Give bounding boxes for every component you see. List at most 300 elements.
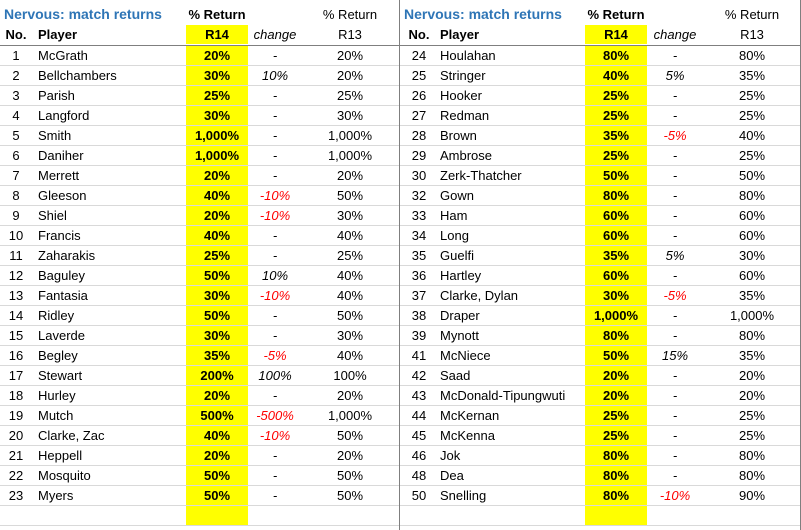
player-name xyxy=(38,506,188,525)
player-name: Snelling xyxy=(440,488,487,503)
table-row xyxy=(400,86,800,106)
return-change: - xyxy=(672,188,678,203)
return-r14: 35% xyxy=(186,346,248,365)
player-name: Redman xyxy=(440,108,490,123)
return-r14: 40% xyxy=(186,186,248,205)
player-name: Ham xyxy=(440,208,468,223)
return-change: -10% xyxy=(259,428,291,443)
row-number: 10 xyxy=(8,228,24,243)
row-number: 4 xyxy=(12,108,20,123)
return-r13: 20% xyxy=(738,388,766,403)
table-row xyxy=(0,246,399,266)
row-number: 45 xyxy=(411,428,427,443)
header-r14: R14 xyxy=(585,25,647,44)
return-r14: 25% xyxy=(585,146,647,165)
player-name: Fantasia xyxy=(38,288,88,303)
return-r14: 30% xyxy=(186,106,248,125)
header-row xyxy=(400,25,800,46)
player-name: McKernan xyxy=(440,408,500,423)
table-row xyxy=(400,386,800,406)
return-change: 10% xyxy=(261,68,289,83)
row-number: 29 xyxy=(411,148,427,163)
player-name: Jok xyxy=(440,448,461,463)
player-name: Guelfi xyxy=(440,248,474,263)
header-r14-top: % Return xyxy=(188,7,246,22)
return-change: - xyxy=(672,48,678,63)
row-number: 20 xyxy=(8,428,24,443)
return-change: - xyxy=(672,388,678,403)
header-no: No. xyxy=(408,27,430,42)
return-r14: 50% xyxy=(585,166,647,185)
return-change: 15% xyxy=(661,348,689,363)
return-change: -10% xyxy=(259,208,291,223)
return-r14: 50% xyxy=(186,466,248,485)
return-r14: 25% xyxy=(585,86,647,105)
table-row xyxy=(400,506,800,526)
row-number: 34 xyxy=(411,228,427,243)
table-row xyxy=(400,166,800,186)
row-number: 50 xyxy=(411,488,427,503)
return-r14: 20% xyxy=(186,46,248,65)
player-name: Parish xyxy=(38,88,75,103)
return-r14: 1,000% xyxy=(585,306,647,325)
return-change: - xyxy=(272,328,278,343)
return-change: 5% xyxy=(665,248,685,263)
table-row xyxy=(400,46,800,66)
return-r14: 20% xyxy=(585,386,647,405)
return-change: -5% xyxy=(263,348,287,363)
return-r13: 20% xyxy=(336,168,364,183)
table-row xyxy=(0,126,399,146)
row-number: 5 xyxy=(12,128,20,143)
return-r13: 1,000% xyxy=(327,148,373,163)
return-r13: 20% xyxy=(738,368,766,383)
header-r14: R14 xyxy=(186,25,248,44)
table-row xyxy=(0,486,399,506)
return-change: -10% xyxy=(259,188,291,203)
return-r13: 50% xyxy=(336,308,364,323)
return-change: - xyxy=(272,48,278,63)
return-r13: 25% xyxy=(336,248,364,263)
table-row xyxy=(400,146,800,166)
row-number: 30 xyxy=(411,168,427,183)
player-name: McKenna xyxy=(440,428,495,443)
row-number: 15 xyxy=(8,328,24,343)
player-name: Smith xyxy=(38,128,72,143)
player-name: Bellchambers xyxy=(38,68,117,83)
table-row xyxy=(400,306,800,326)
table-row xyxy=(400,326,800,346)
header-player: Player xyxy=(38,27,78,42)
return-change: - xyxy=(272,468,278,483)
table-row xyxy=(400,466,800,486)
return-r13: 50% xyxy=(336,488,364,503)
return-r13: 1,000% xyxy=(327,408,373,423)
header-r13: R13 xyxy=(740,27,764,42)
return-change: - xyxy=(672,328,678,343)
table-row xyxy=(400,486,800,506)
return-r14: 1,000% xyxy=(186,146,248,165)
table-row xyxy=(0,286,399,306)
player-name: Long xyxy=(440,228,469,243)
table-row xyxy=(0,166,399,186)
return-r13: 35% xyxy=(738,348,766,363)
return-change: - xyxy=(672,108,678,123)
return-r14: 25% xyxy=(186,86,248,105)
return-r14: 30% xyxy=(186,326,248,345)
player-name: Houlahan xyxy=(440,48,496,63)
player-name: McDonald-Tipungwuti xyxy=(440,388,566,403)
return-r13: 25% xyxy=(738,148,766,163)
row-number: 32 xyxy=(411,188,427,203)
row-number: 2 xyxy=(12,68,20,83)
table-row xyxy=(400,366,800,386)
player-name: Draper xyxy=(440,308,480,323)
header-change: change xyxy=(253,27,297,42)
return-r13: 40% xyxy=(336,228,364,243)
header-no: No. xyxy=(5,27,27,42)
return-r13: 30% xyxy=(738,248,766,263)
player-name xyxy=(440,506,588,525)
table-row xyxy=(0,266,399,286)
row-number: 13 xyxy=(8,288,24,303)
return-r13: 30% xyxy=(336,328,364,343)
return-r14: 50% xyxy=(585,346,647,365)
return-change: 5% xyxy=(665,68,685,83)
return-r13 xyxy=(302,506,398,525)
table-row xyxy=(400,246,800,266)
player-name: Mynott xyxy=(440,328,480,343)
player-name: Myers xyxy=(38,488,74,503)
return-r14: 60% xyxy=(585,266,647,285)
row-number: 25 xyxy=(411,68,427,83)
row-number: 44 xyxy=(411,408,427,423)
player-name: Langford xyxy=(38,108,90,123)
row-number xyxy=(400,506,438,525)
return-r13: 80% xyxy=(738,468,766,483)
return-r14: 30% xyxy=(585,286,647,305)
return-r13: 25% xyxy=(738,88,766,103)
player-name: Heppell xyxy=(38,448,83,463)
return-change: -10% xyxy=(659,488,691,503)
table-row xyxy=(400,226,800,246)
player-name: Mutch xyxy=(38,408,74,423)
header-r13-top: % Return xyxy=(322,7,378,22)
table-row xyxy=(0,206,399,226)
return-change: 100% xyxy=(258,368,292,383)
return-r13: 20% xyxy=(336,48,364,63)
return-r14: 40% xyxy=(585,66,647,85)
player-name: McGrath xyxy=(38,48,88,63)
table-row xyxy=(400,266,800,286)
return-change: - xyxy=(272,248,278,263)
table-row xyxy=(400,106,800,126)
player-name: Baguley xyxy=(38,268,85,283)
row-number: 35 xyxy=(411,248,427,263)
header-row xyxy=(0,25,399,46)
return-r13: 50% xyxy=(336,428,364,443)
player-name: Daniher xyxy=(38,148,84,163)
return-r13: 25% xyxy=(738,428,766,443)
table-row xyxy=(0,66,399,86)
return-change: - xyxy=(272,88,278,103)
table-row xyxy=(0,386,399,406)
table-row xyxy=(0,466,399,486)
return-r13: 40% xyxy=(336,348,364,363)
table-row xyxy=(400,286,800,306)
return-change: - xyxy=(672,448,678,463)
return-r14: 50% xyxy=(186,486,248,505)
return-r13: 20% xyxy=(336,448,364,463)
row-number: 17 xyxy=(8,368,24,383)
return-r13: 25% xyxy=(738,108,766,123)
table-row xyxy=(0,146,399,166)
return-r13: 40% xyxy=(336,288,364,303)
table-row xyxy=(400,126,800,146)
return-r14: 20% xyxy=(186,386,248,405)
row-number: 28 xyxy=(411,128,427,143)
return-change: -10% xyxy=(259,288,291,303)
player-name: Ridley xyxy=(38,308,75,323)
player-name: Saad xyxy=(440,368,471,383)
return-change: - xyxy=(672,368,678,383)
header-r14-top: % Return xyxy=(587,7,645,22)
return-r13: 1,000% xyxy=(327,128,373,143)
return-change: - xyxy=(272,128,278,143)
return-r13: 50% xyxy=(336,188,364,203)
player-name: Zaharakis xyxy=(38,248,96,263)
return-change: - xyxy=(272,448,278,463)
return-r13: 25% xyxy=(336,88,364,103)
return-r13: 60% xyxy=(738,268,766,283)
return-r14: 80% xyxy=(585,186,647,205)
row-number: 8 xyxy=(12,188,20,203)
return-change: - xyxy=(672,268,678,283)
row-number: 46 xyxy=(411,448,427,463)
row-number: 43 xyxy=(411,388,427,403)
row-number: 24 xyxy=(411,48,427,63)
return-change: - xyxy=(672,408,678,423)
table-row xyxy=(400,426,800,446)
return-change: - xyxy=(272,108,278,123)
return-r14: 80% xyxy=(585,466,647,485)
return-r14: 500% xyxy=(186,406,248,425)
return-r14: 30% xyxy=(186,286,248,305)
table-row xyxy=(400,206,800,226)
return-r14: 35% xyxy=(585,126,647,145)
table-title: Nervous: match returns xyxy=(404,6,562,22)
player-name: Francis xyxy=(38,228,81,243)
return-change: 10% xyxy=(261,268,289,283)
row-number xyxy=(0,506,32,525)
player-name: Brown xyxy=(440,128,477,143)
player-name: Zerk-Thatcher xyxy=(440,168,522,183)
player-name: Hartley xyxy=(440,268,482,283)
player-name: Shiel xyxy=(38,208,67,223)
return-r14: 1,000% xyxy=(186,126,248,145)
return-r13: 20% xyxy=(336,68,364,83)
return-r13: 60% xyxy=(738,228,766,243)
player-name: Clarke, Dylan xyxy=(440,288,519,303)
header-row-top xyxy=(400,5,800,25)
table-row xyxy=(0,106,399,126)
return-r13: 50% xyxy=(336,468,364,483)
return-r14: 20% xyxy=(186,166,248,185)
player-name: Stringer xyxy=(440,68,486,83)
return-r14 xyxy=(585,506,647,525)
return-change: - xyxy=(672,428,678,443)
return-change: - xyxy=(272,488,278,503)
table-row xyxy=(0,186,399,206)
return-r13: 80% xyxy=(738,188,766,203)
row-number: 9 xyxy=(12,208,20,223)
row-number: 26 xyxy=(411,88,427,103)
return-change: -5% xyxy=(663,128,687,143)
return-change: - xyxy=(272,308,278,323)
return-r14: 40% xyxy=(186,226,248,245)
header-change: change xyxy=(653,27,697,42)
header-player: Player xyxy=(440,27,480,42)
return-r14: 80% xyxy=(585,446,647,465)
row-number: 12 xyxy=(8,268,24,283)
return-change: - xyxy=(272,388,278,403)
return-r14: 20% xyxy=(186,446,248,465)
player-name: Gleeson xyxy=(38,188,87,203)
row-number: 14 xyxy=(8,308,24,323)
row-number: 33 xyxy=(411,208,427,223)
return-r13: 50% xyxy=(738,168,766,183)
table-row xyxy=(400,346,800,366)
return-change: - xyxy=(672,148,678,163)
table-row xyxy=(400,446,800,466)
return-r14: 20% xyxy=(585,366,647,385)
table-row xyxy=(0,226,399,246)
return-r14: 80% xyxy=(585,46,647,65)
return-r14: 35% xyxy=(585,246,647,265)
return-r13: 30% xyxy=(336,208,364,223)
table-title: Nervous: match returns xyxy=(4,6,162,22)
return-r14: 40% xyxy=(186,426,248,445)
table-row xyxy=(0,46,399,66)
row-number: 37 xyxy=(411,288,427,303)
row-number: 6 xyxy=(12,148,20,163)
return-r14: 50% xyxy=(186,306,248,325)
return-r14: 60% xyxy=(585,226,647,245)
return-r13: 40% xyxy=(336,268,364,283)
row-number: 36 xyxy=(411,268,427,283)
return-change: - xyxy=(272,168,278,183)
return-change: - xyxy=(672,228,678,243)
return-r13: 80% xyxy=(738,448,766,463)
row-number: 41 xyxy=(411,348,427,363)
table-row xyxy=(0,326,399,346)
return-r13: 1,000% xyxy=(729,308,775,323)
return-r14: 25% xyxy=(186,246,248,265)
return-r13: 25% xyxy=(738,408,766,423)
row-number: 42 xyxy=(411,368,427,383)
return-r14: 80% xyxy=(585,486,647,505)
player-name: Mosquito xyxy=(38,468,91,483)
header-r13-top: % Return xyxy=(724,7,780,22)
return-r13: 35% xyxy=(738,288,766,303)
row-number: 39 xyxy=(411,328,427,343)
player-name: Laverde xyxy=(38,328,85,343)
return-r13: 35% xyxy=(738,68,766,83)
return-r14: 25% xyxy=(585,106,647,125)
table-row xyxy=(400,186,800,206)
player-name: Gown xyxy=(440,188,474,203)
return-r14 xyxy=(186,506,248,525)
header-r13: R13 xyxy=(338,27,362,42)
return-r14: 80% xyxy=(585,326,647,345)
player-name: Begley xyxy=(38,348,78,363)
return-r14: 20% xyxy=(186,206,248,225)
table-row xyxy=(0,446,399,466)
return-r13: 80% xyxy=(738,328,766,343)
return-r13: 80% xyxy=(738,48,766,63)
right-table xyxy=(400,0,801,530)
header-row-top xyxy=(0,5,399,25)
return-change: - xyxy=(672,168,678,183)
row-number: 11 xyxy=(9,248,23,263)
return-r13: 40% xyxy=(738,128,766,143)
row-number: 38 xyxy=(411,308,427,323)
return-change: - xyxy=(272,228,278,243)
player-name: Stewart xyxy=(38,368,83,383)
return-change: -500% xyxy=(256,408,294,423)
table-row xyxy=(0,366,399,386)
table-row xyxy=(0,346,399,366)
left-table xyxy=(0,0,400,530)
return-change: - xyxy=(672,308,678,323)
return-r13: 30% xyxy=(336,108,364,123)
return-change: - xyxy=(672,208,678,223)
player-name: Hurley xyxy=(38,388,76,403)
table-row xyxy=(0,506,399,526)
return-r14: 30% xyxy=(186,66,248,85)
return-change: -5% xyxy=(663,288,687,303)
row-number: 1 xyxy=(12,48,20,63)
row-number: 22 xyxy=(8,468,24,483)
row-number: 16 xyxy=(8,348,24,363)
player-name: Merrett xyxy=(38,168,80,183)
table-row xyxy=(0,86,399,106)
return-change: - xyxy=(672,468,678,483)
return-r13: 90% xyxy=(738,488,766,503)
return-r14: 200% xyxy=(186,366,248,385)
return-change: - xyxy=(672,88,678,103)
row-number: 48 xyxy=(411,468,427,483)
return-r14: 50% xyxy=(186,266,248,285)
table-row xyxy=(0,306,399,326)
player-name: Ambrose xyxy=(440,148,493,163)
player-name: Dea xyxy=(440,468,464,483)
return-change: - xyxy=(272,148,278,163)
table-row xyxy=(400,406,800,426)
row-number: 19 xyxy=(8,408,24,423)
row-number: 3 xyxy=(12,88,20,103)
return-r14: 60% xyxy=(585,206,647,225)
return-r13 xyxy=(703,506,801,525)
return-r13: 60% xyxy=(738,208,766,223)
row-number: 23 xyxy=(8,488,24,503)
row-number: 27 xyxy=(411,108,427,123)
return-r13: 20% xyxy=(336,388,364,403)
player-name: Hooker xyxy=(440,88,482,103)
return-change xyxy=(647,506,703,525)
return-r14: 25% xyxy=(585,406,647,425)
return-change xyxy=(248,506,302,525)
